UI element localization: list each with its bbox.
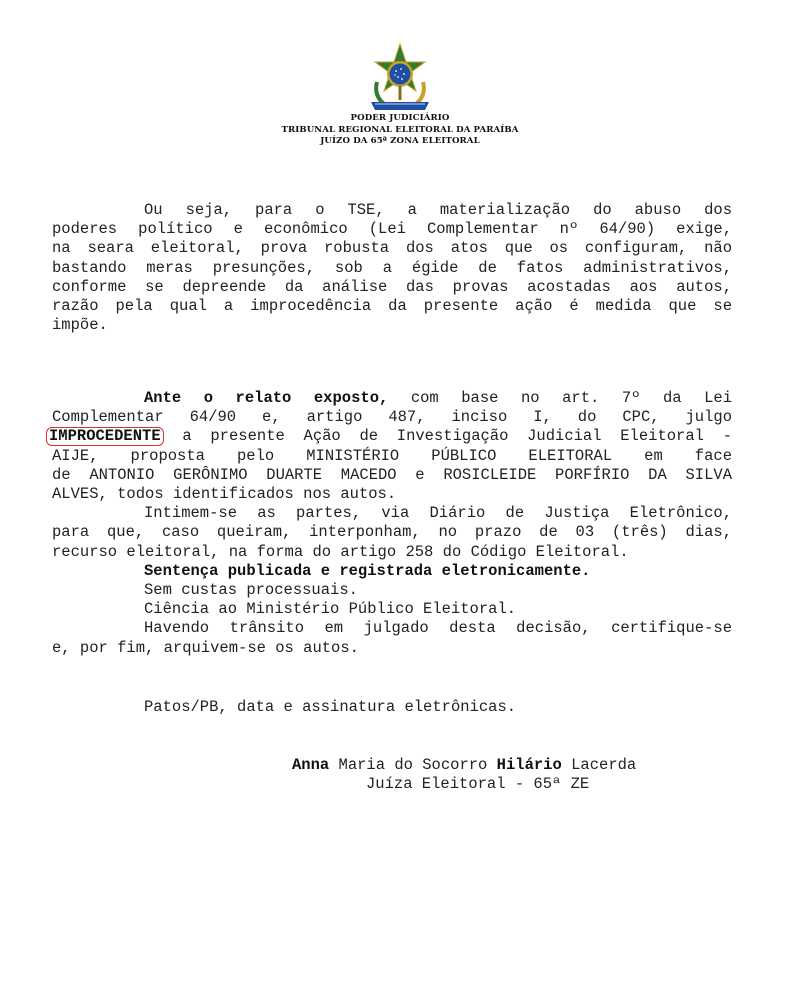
text-line: impõe.	[52, 316, 108, 335]
verdict-line-1-rest: com base no art. 7º da Lei	[410, 389, 732, 407]
verdict-line-3	[49, 427, 732, 446]
text-line: recurso eleitoral, na forma do artigo 258 do Código Eleitoral.	[52, 542, 629, 561]
verdict-line-1	[52, 389, 732, 408]
text-line: de ANTONIO GERÔNIMO DUARTE MACEDO e ROSICLEIDE PORFÍRIO DA SILVA	[52, 465, 732, 484]
signature-block	[292, 756, 712, 794]
text-line: ALVES, todos identificados nos autos.	[52, 485, 397, 504]
signer-name	[292, 756, 712, 775]
place-date-text: Patos/PB, data e assinatura eletrônicas.	[144, 698, 517, 716]
improcedente-highlight: IMPROCEDENTE	[46, 427, 164, 446]
court-header	[200, 113, 600, 148]
text-line: AIJE, proposta pelo MINISTÉRIO PÚBLICO ELEITORAL em face	[52, 446, 732, 465]
signer-middle-name: Maria do Socorro	[338, 756, 488, 774]
signer-role: Juíza Eleitoral - 65ª ZE	[366, 775, 590, 794]
signer-last-name: Lacerda	[571, 756, 637, 774]
verdict-line-3-rest: a presente Ação de Investigação Judicial Eleitoral -	[182, 427, 732, 446]
header-line-judiciary: PODER JUDICIÁRIO	[350, 113, 450, 123]
text-line: bastando meras presunções, sob a égide de fatos administrativos,	[52, 258, 732, 277]
place-date	[52, 698, 732, 717]
verdict-lead: Ante o relato exposto,	[144, 389, 389, 407]
header-line-zone: JUÍZO DA 65ª ZONA ELEITORAL	[320, 136, 480, 146]
signer-surname-bold: Hilário	[496, 756, 562, 774]
text-line: Ou seja, para o TSE, a materialização do abuso dos	[144, 201, 732, 219]
text-line: Havendo trânsito em julgado desta decisão, certifique-se	[144, 619, 732, 638]
costs-statement: Sem custas processuais.	[144, 581, 358, 600]
text-line: na seara eleitoral, prova robusta dos atos que os configuram, não	[52, 239, 732, 258]
paragraph-tse-reasoning	[52, 201, 732, 335]
brazil-coat-of-arms-icon	[365, 42, 435, 114]
published-statement	[52, 562, 732, 581]
text-line: Intimem-se as partes, via Diário de Justiça Eletrônico,	[144, 504, 732, 523]
header-line-tribunal: TRIBUNAL REGIONAL ELEITORAL DA PARAÍBA	[281, 124, 519, 135]
text-line: Complementar 64/90 e, artigo 487, inciso I, do CPC, julgo	[52, 408, 732, 427]
text-line: conforme se depreende da análise das provas acostadas aos autos,	[52, 277, 732, 296]
verdict-section	[49, 389, 732, 658]
text-line: e, por fim, arquivem-se os autos.	[52, 638, 359, 657]
text-line: para que, caso queiram, interponham, no prazo de 03 (três) dias,	[52, 523, 732, 542]
science-statement: Ciência ao Ministério Público Eleitoral.	[144, 600, 517, 619]
text-line: razão pela qual a improcedência da presente ação é medida que se	[52, 297, 732, 316]
signer-first-name: Anna	[292, 756, 330, 774]
text-line: poderes político e econômico (Lei Complementar nº 64/90) exige,	[52, 220, 732, 239]
published-text: Sentença publicada e registrada eletronicamente.	[144, 561, 591, 580]
